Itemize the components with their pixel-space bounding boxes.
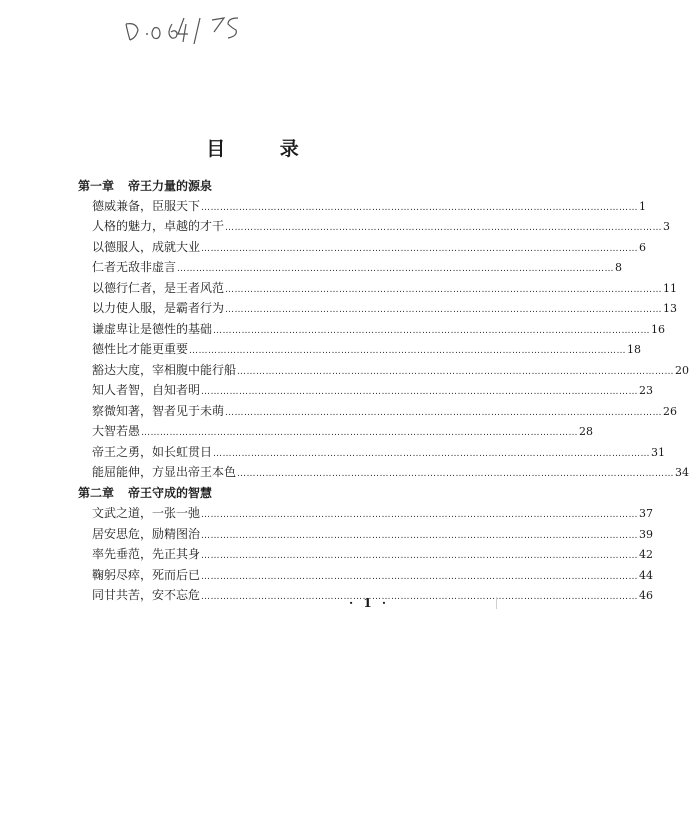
toc-entry[interactable] [78, 298, 678, 319]
chapter-number: 第一章 [78, 178, 115, 193]
toc-entry-page: 6 [639, 240, 647, 254]
toc-entry-page: 16 [651, 322, 666, 336]
dot-leader [201, 505, 638, 526]
toc-entry-page: 11 [663, 281, 678, 295]
dot-leader [201, 587, 638, 608]
dot-leader [237, 362, 674, 383]
toc-entry-label: 仁者无敌非虚言 [92, 260, 177, 274]
toc-entry-label: 大智若愚 [92, 424, 141, 438]
toc-entry[interactable] [78, 237, 647, 258]
chapter-heading [78, 175, 393, 196]
toc-entry[interactable] [78, 421, 594, 442]
toc-entry-label: 德威兼备，臣服天下 [92, 198, 201, 213]
toc-entry[interactable] [78, 585, 654, 606]
toc-entry-page: 3 [663, 220, 671, 233]
toc-entry-page: 39 [639, 527, 654, 541]
dot-leader [225, 218, 662, 239]
toc-entry-page: 34 [675, 466, 689, 479]
toc-entry-page: 37 [639, 507, 654, 520]
dot-leader [225, 403, 662, 424]
toc-entry[interactable] [78, 380, 654, 401]
toc-entry-page: 23 [639, 384, 654, 397]
dot-leader [201, 198, 638, 219]
toc-entry[interactable] [78, 503, 654, 524]
toc-entry-label: 文武之道，一张一弛 [92, 506, 201, 520]
chapter-title: 帝王力量的源泉 [128, 178, 213, 193]
toc-entry[interactable] [78, 339, 642, 360]
dot-leader [213, 321, 650, 342]
toc-entry[interactable] [78, 278, 678, 299]
toc-entry-label: 以德行仁者，是王者风范 [92, 280, 225, 295]
toc-entry-page: 42 [639, 548, 654, 561]
dot-leader [237, 464, 674, 485]
toc-entry-page: 28 [579, 425, 594, 438]
dot-leader [177, 259, 614, 280]
handwritten-note [120, 0, 250, 50]
toc-entry-label: 以力使人服，是霸者行为 [92, 301, 225, 315]
chapter-number: 第二章 [78, 486, 115, 501]
toc-entry[interactable] [78, 196, 647, 217]
page-number: · 1 · [349, 596, 390, 610]
table-of-contents [78, 175, 689, 606]
dot-leader [225, 300, 662, 321]
dot-leader [189, 341, 626, 362]
toc-entry-label: 德性比才能更重要 [92, 342, 189, 356]
toc-entry-label: 率先垂范，先正其身 [92, 547, 201, 561]
toc-entry[interactable] [78, 319, 666, 340]
toc-entry-page: 46 [639, 589, 654, 602]
toc-entry-page: 44 [639, 568, 654, 582]
toc-entry-label: 察微知著，智者见于未萌 [92, 403, 225, 418]
toc-entry-page: 18 [627, 343, 642, 356]
dot-leader [225, 280, 662, 301]
toc-entry-label: 人格的魅力，卓越的才干 [92, 219, 225, 233]
toc-entry-label: 知人者智，自知者明 [92, 383, 201, 397]
dot-leader [213, 444, 650, 465]
scan-mark [496, 597, 497, 609]
toc-entry-label: 居安思危，励精图治 [92, 526, 201, 541]
toc-entry[interactable] [78, 524, 654, 545]
toc-entry-page: 8 [615, 261, 623, 274]
dot-leader [201, 239, 638, 260]
toc-entry[interactable] [78, 216, 671, 237]
toc-entry-page: 13 [663, 302, 678, 315]
toc-entry-label: 同甘共苦，安不忘危 [92, 588, 201, 602]
dot-leader [201, 382, 638, 403]
toc-entry-label: 鞠躬尽瘁，死而后已 [92, 567, 201, 582]
toc-entry-label: 能屈能伸，方显出帝王本色 [92, 465, 237, 479]
toc-entry-page: 20 [675, 363, 689, 377]
toc-entry[interactable] [78, 360, 689, 381]
dot-leader [201, 567, 638, 588]
toc-title: 目 录 [206, 138, 323, 160]
dot-leader [201, 546, 638, 567]
toc-entry[interactable] [78, 544, 654, 565]
dot-leader [141, 423, 578, 444]
toc-entry[interactable] [78, 462, 689, 483]
handwritten-note-text: D 06175 [120, 0, 125, 1]
toc-entry-page: 31 [651, 445, 666, 459]
toc-entry-page: 26 [663, 404, 678, 418]
toc-entry-label: 谦虚卑让是德性的基础 [92, 321, 213, 336]
toc-entry[interactable] [78, 565, 654, 586]
toc-entry-page: 1 [639, 199, 647, 213]
chapter-title: 帝王守成的智慧 [128, 486, 213, 501]
toc-entry[interactable] [78, 442, 666, 463]
toc-entry-label: 豁达大度，宰相腹中能行船 [92, 362, 237, 377]
dot-leader [201, 526, 638, 547]
toc-entry-label: 帝王之勇，如长虹贯日 [92, 444, 213, 459]
chapter-heading [78, 483, 393, 504]
toc-entry-label: 以德服人，成就大业 [92, 239, 201, 254]
toc-entry[interactable] [78, 401, 678, 422]
toc-entry[interactable] [78, 257, 623, 278]
